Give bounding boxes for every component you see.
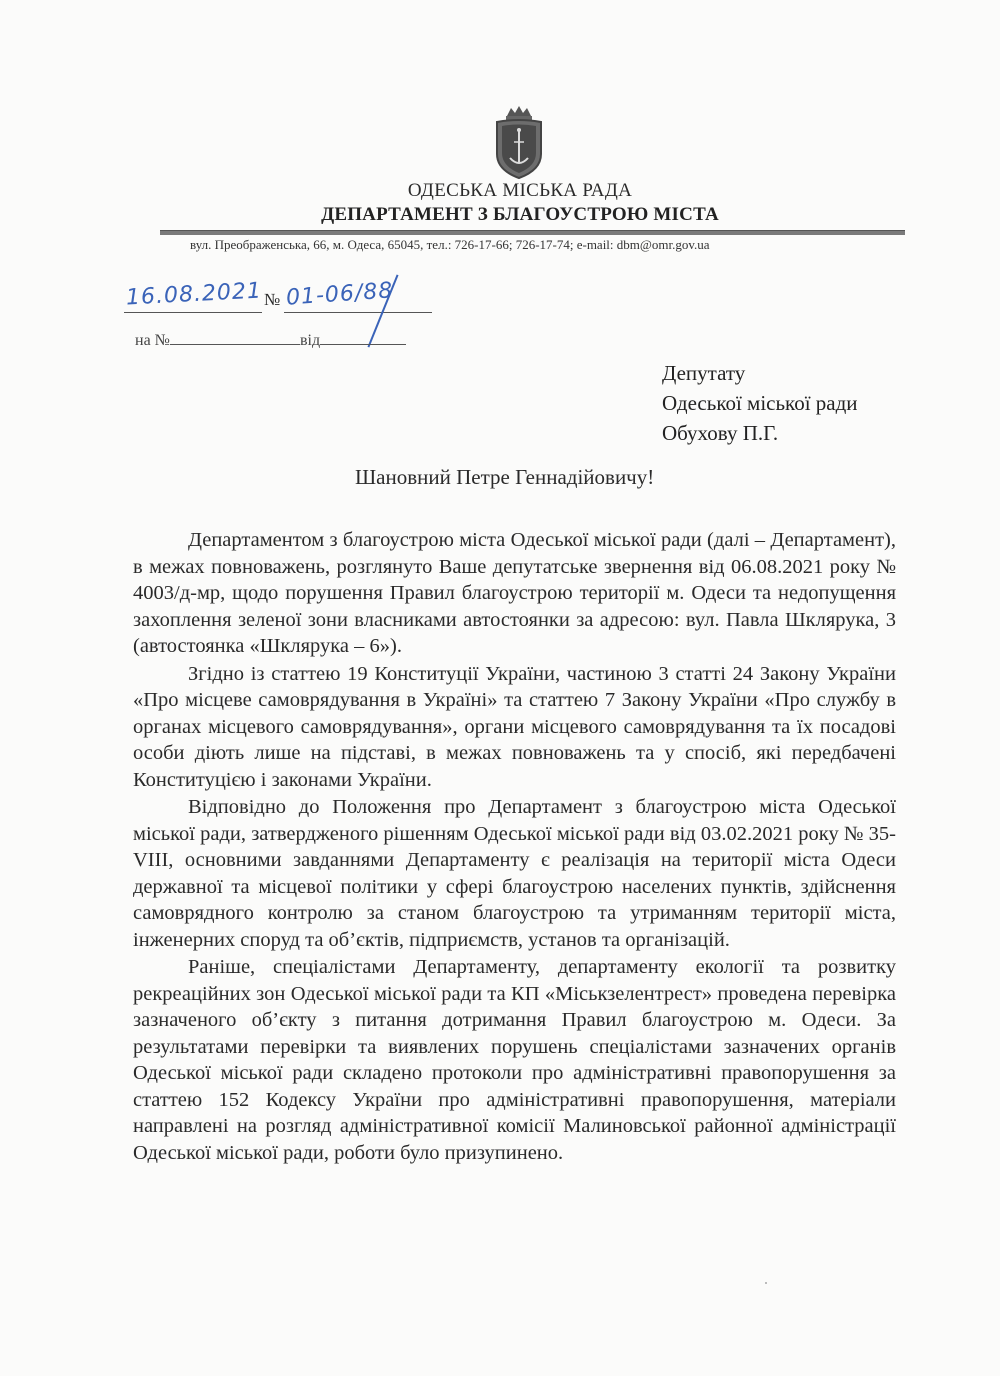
paragraph: Згідно із статтею 19 Конституції України, частиною 3 статті 24 Закону України «Про місцеве самоврядування в Україні» та статтею 7 Закону України «Про службу в органах місцевого самоврядування», органи місцевого самоврядування та їх посадові особи діють лише на підставі, в межах повноважень та у спосіб, які передбачені Конституцією і законами України. [133, 662, 896, 791]
from-date-field [320, 330, 406, 345]
council-name: ОДЕСЬКА МІСЬКА РАДА [407, 180, 633, 201]
odesa-coat-of-arms-icon [491, 104, 547, 180]
date-underline [124, 312, 262, 313]
registration-line [118, 280, 478, 320]
outgoing-date: 16.08.2021 [125, 278, 263, 311]
on-number-field [170, 330, 300, 345]
addressee-title: Депутату [662, 361, 746, 385]
addressee-organization: Одеської міської ради [662, 391, 858, 415]
letterhead-divider [160, 230, 905, 235]
contact-details: вул. Преображенська, 66, м. Одеса, 65045, тел.: 726-17-66; 726-17-74; e-mail: dbm@omr.gov.ua [190, 237, 710, 252]
addressee-block [662, 358, 858, 448]
letter-body [133, 527, 896, 1167]
on-number-label: на № [135, 332, 170, 349]
reference-line [135, 330, 406, 350]
scan-speck [765, 1282, 767, 1284]
paragraph: Раніше, спеціалістами Департаменту, департаменту екології та розвитку рекреаційних зон Одеської міської ради та КП «Міськзелентрест» проведена перевірка зазначеного об’єкту з питання дотримання Правил благоустрою м. Одеси. За результатами перевірки та виявлених порушень спеціалістами зазначених органів Одеської міської ради складено протоколи про адміністративні правопорушення за статтею 152 Кодексу України про адміністративні правопорушення, матеріали направлені на розгляд адміністративної комісії Малиновської районної адміністрації Одеської міської ради, роботи було призупинено. [133, 956, 896, 1164]
outgoing-number: 01-06/88 [285, 278, 395, 311]
number-underline [284, 312, 432, 313]
number-sign: № [264, 290, 281, 309]
paragraph: Відповідно до Положення про Департамент з благоустрою міста Одеської міської ради, затвердженого рішенням Одеської міської ради від 03.02.2021 року № 35-VIII, основними завданнями Департаменту є реалізація на території міста Одеси державної та місцевої політики у сфері благоустрою населених пунктів, здійснення самоврядного контролю за станом благоустрою та утриманням території міста, інженерних споруд та об’єктів, підприємств, установ та організацій. [133, 796, 896, 951]
from-label: від [299, 332, 321, 349]
department-name: ДЕПАРТАМЕНТ З БЛАГОУСТРОЮ МІСТА [321, 204, 719, 225]
addressee-name: Обухову П.Г. [662, 421, 779, 445]
paragraph: Департаментом з благоустрою міста Одеської міської ради (далі – Департамент), в межах повноважень, розглянуто Ваше депутатське звернення від 06.08.2021 року № 4003/д-мр, щодо порушення Правил благоустрою території м. Одеси та недопущення захоплення зеленої зони власниками автостоянки за адресою: вул. Павла Шклярука, 3 (автостоянка «Шклярука – 6»). [133, 529, 896, 657]
greeting: Шановний Петре Геннадійовичу! [355, 465, 655, 489]
